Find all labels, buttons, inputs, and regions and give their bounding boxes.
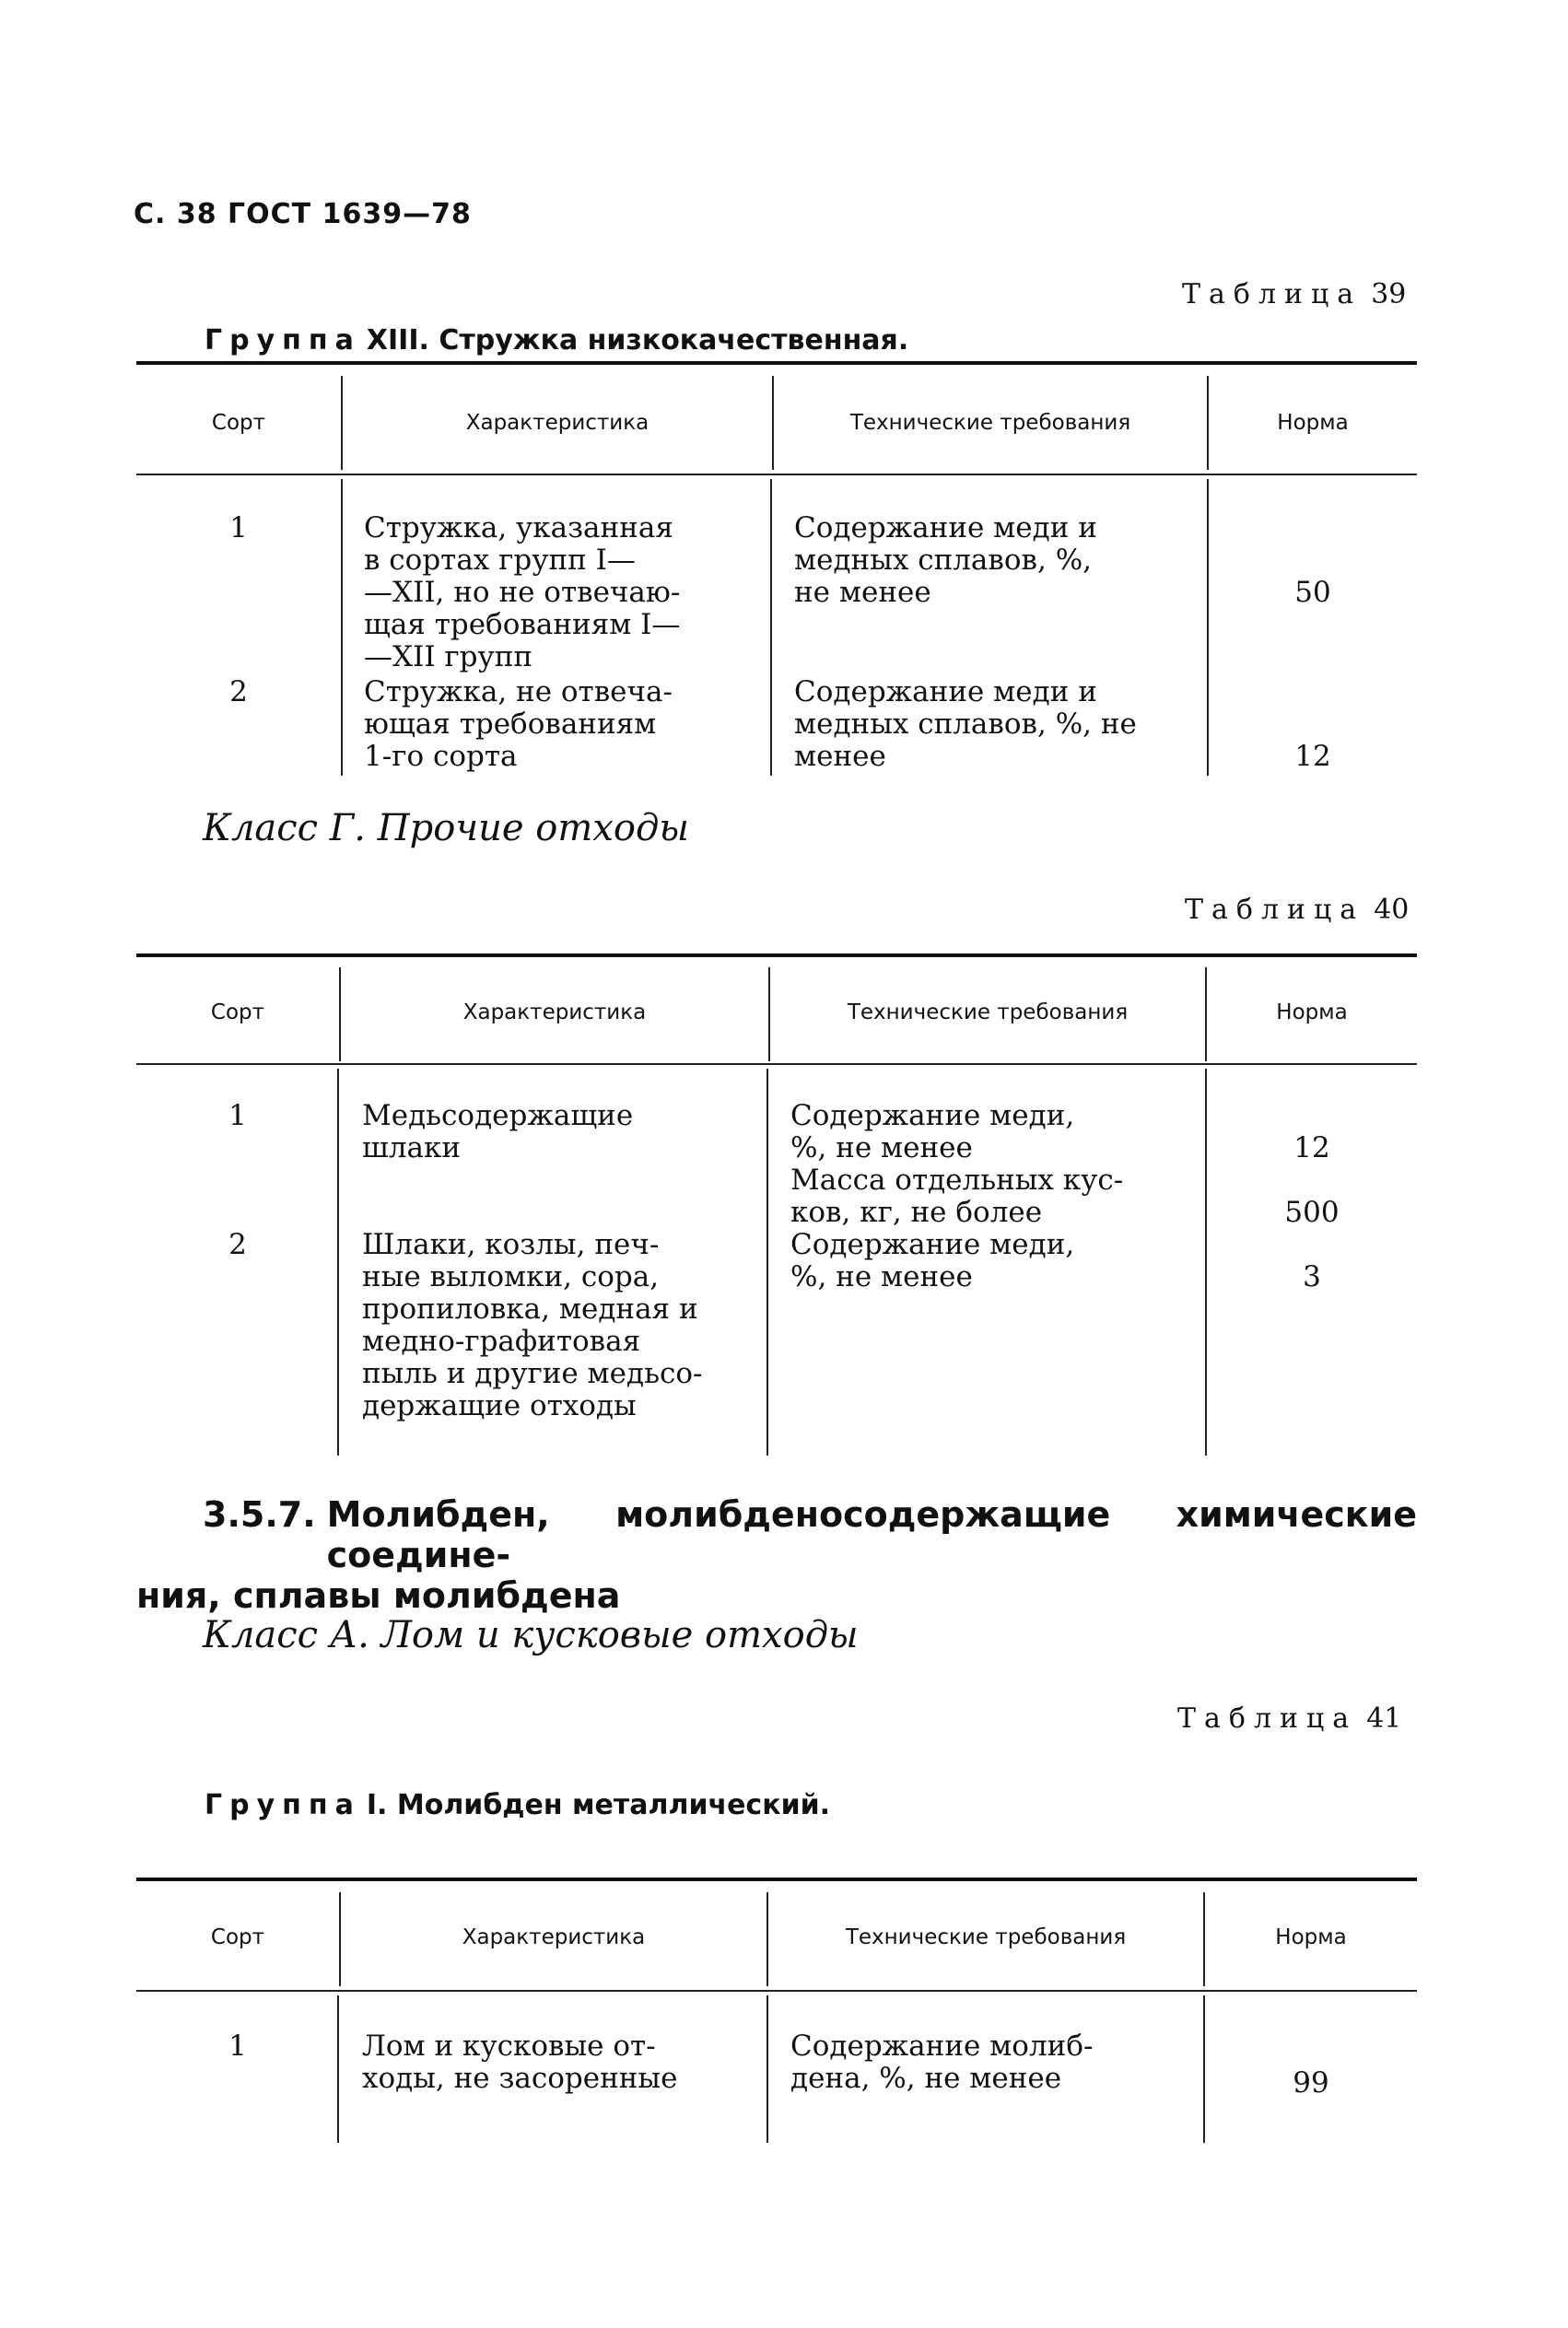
- table-39-header-rule: [136, 474, 1417, 475]
- table-row-sort: 1: [229, 511, 248, 544]
- table-row-sort: 1: [228, 1099, 247, 1132]
- table-row-requirement: Содержание меди, %, не менее: [790, 1228, 1075, 1293]
- header-tech-requirements: Технические требования: [847, 1000, 1129, 1024]
- table-39-caption: [1182, 278, 1406, 310]
- table-row-characteristic: Шлаки, козлы, печ- ные выломки, сора, пропиловка, медная и медно-графитовая пыль и другие медьсо- держащие отходы: [362, 1228, 703, 1422]
- table-caption-number: 40: [1374, 894, 1410, 926]
- table-row-norm: 12: [1293, 1131, 1330, 1164]
- table-row-characteristic: Лом и кусковые от- ходы, не засоренные: [362, 2030, 678, 2095]
- header-characteristic: Характеристика: [462, 1000, 647, 1024]
- header-sort: Сорт: [211, 411, 266, 435]
- section-title-line2: ния, сплавы молибдена: [136, 1575, 621, 1616]
- header-norm: Норма: [1277, 411, 1349, 435]
- header-characteristic: Характеристика: [465, 411, 649, 435]
- table-row-sort: 2: [228, 1228, 247, 1261]
- table-39-top-rule: [136, 361, 1417, 365]
- table-row-norm: 3: [1303, 1260, 1321, 1293]
- section-title-line1: Молибден, молибденосодержащие химические соедине-: [326, 1494, 1417, 1575]
- group-name: I. Молибден металлический.: [366, 1789, 831, 1821]
- table-41-group-title: [205, 1789, 830, 1821]
- table-caption-word: Таблица: [1177, 1702, 1358, 1735]
- table-row-characteristic: Стружка, не отвеча- ющая требованиям 1-го сорта: [364, 675, 673, 773]
- header-characteristic: Характеристика: [462, 1925, 646, 1949]
- class-heading: Класс А. Лом и кусковые отходы: [203, 1614, 859, 1656]
- table-39-divider: [341, 479, 343, 776]
- table-row-sort: 1: [228, 2030, 247, 2063]
- table-row-norm: 50: [1294, 576, 1331, 609]
- table-41-caption: [1177, 1702, 1401, 1735]
- table-39-group-title: [205, 324, 908, 357]
- section-heading: [136, 1494, 1417, 1616]
- table-row-requirement: Содержание меди и медных сплавов, %, не менее: [794, 675, 1137, 773]
- header-tech-requirements: Технические требования: [849, 411, 1131, 435]
- class-heading: Класс Г. Прочие отходы: [203, 807, 689, 849]
- section-number: 3.5.7.: [203, 1494, 316, 1535]
- table-row-sort: 2: [229, 675, 248, 708]
- group-label: Группа: [205, 324, 361, 357]
- table-40-caption: [1185, 894, 1409, 926]
- header-norm: Норма: [1276, 1000, 1348, 1024]
- table-41-divider: [337, 1995, 339, 2143]
- table-row-requirement: Содержание меди и медных сплавов, %, не менее: [794, 511, 1097, 609]
- header-norm: Норма: [1275, 1925, 1347, 1949]
- header-sort: Сорт: [210, 1925, 265, 1949]
- table-caption-word: Таблица: [1185, 894, 1365, 926]
- table-row-requirement: Содержание меди, %, не менее: [790, 1099, 1075, 1164]
- table-41-top-rule: [136, 1878, 1417, 1881]
- table-41-header-rule: [136, 1990, 1417, 1992]
- table-row-requirement: Масса отдельных кус- ков, кг, не более: [790, 1164, 1124, 1229]
- table-caption-number: 39: [1371, 278, 1407, 310]
- table-row-characteristic: Медьсодержащие шлаки: [362, 1099, 634, 1164]
- table-40-header-rule: [136, 1063, 1417, 1065]
- header-tech-requirements: Технические требования: [845, 1925, 1127, 1949]
- page-header: С. 38 ГОСТ 1639—78: [134, 198, 472, 230]
- header-sort: Сорт: [210, 1000, 265, 1024]
- table-row-norm: 99: [1293, 2066, 1329, 2100]
- table-caption-number: 41: [1366, 1702, 1402, 1735]
- table-row-characteristic: Стружка, указанная в сортах групп I— —XII, но не отвечаю- щая требованиям I— —XII групп: [364, 511, 681, 673]
- table-caption-word: Таблица: [1182, 278, 1363, 310]
- table-40-top-rule: [136, 953, 1417, 957]
- table-row-norm: 12: [1294, 740, 1331, 773]
- group-name: XIII. Стружка низкокачественная.: [366, 324, 909, 357]
- table-39-divider: [770, 479, 772, 776]
- table-row-norm: 500: [1284, 1196, 1340, 1229]
- group-label: Группа: [205, 1789, 361, 1821]
- section-heading-line: [203, 1494, 1417, 1575]
- table-39-divider: [1207, 479, 1209, 776]
- table-row-requirement: Содержание молиб- дена, %, не менее: [790, 2030, 1094, 2095]
